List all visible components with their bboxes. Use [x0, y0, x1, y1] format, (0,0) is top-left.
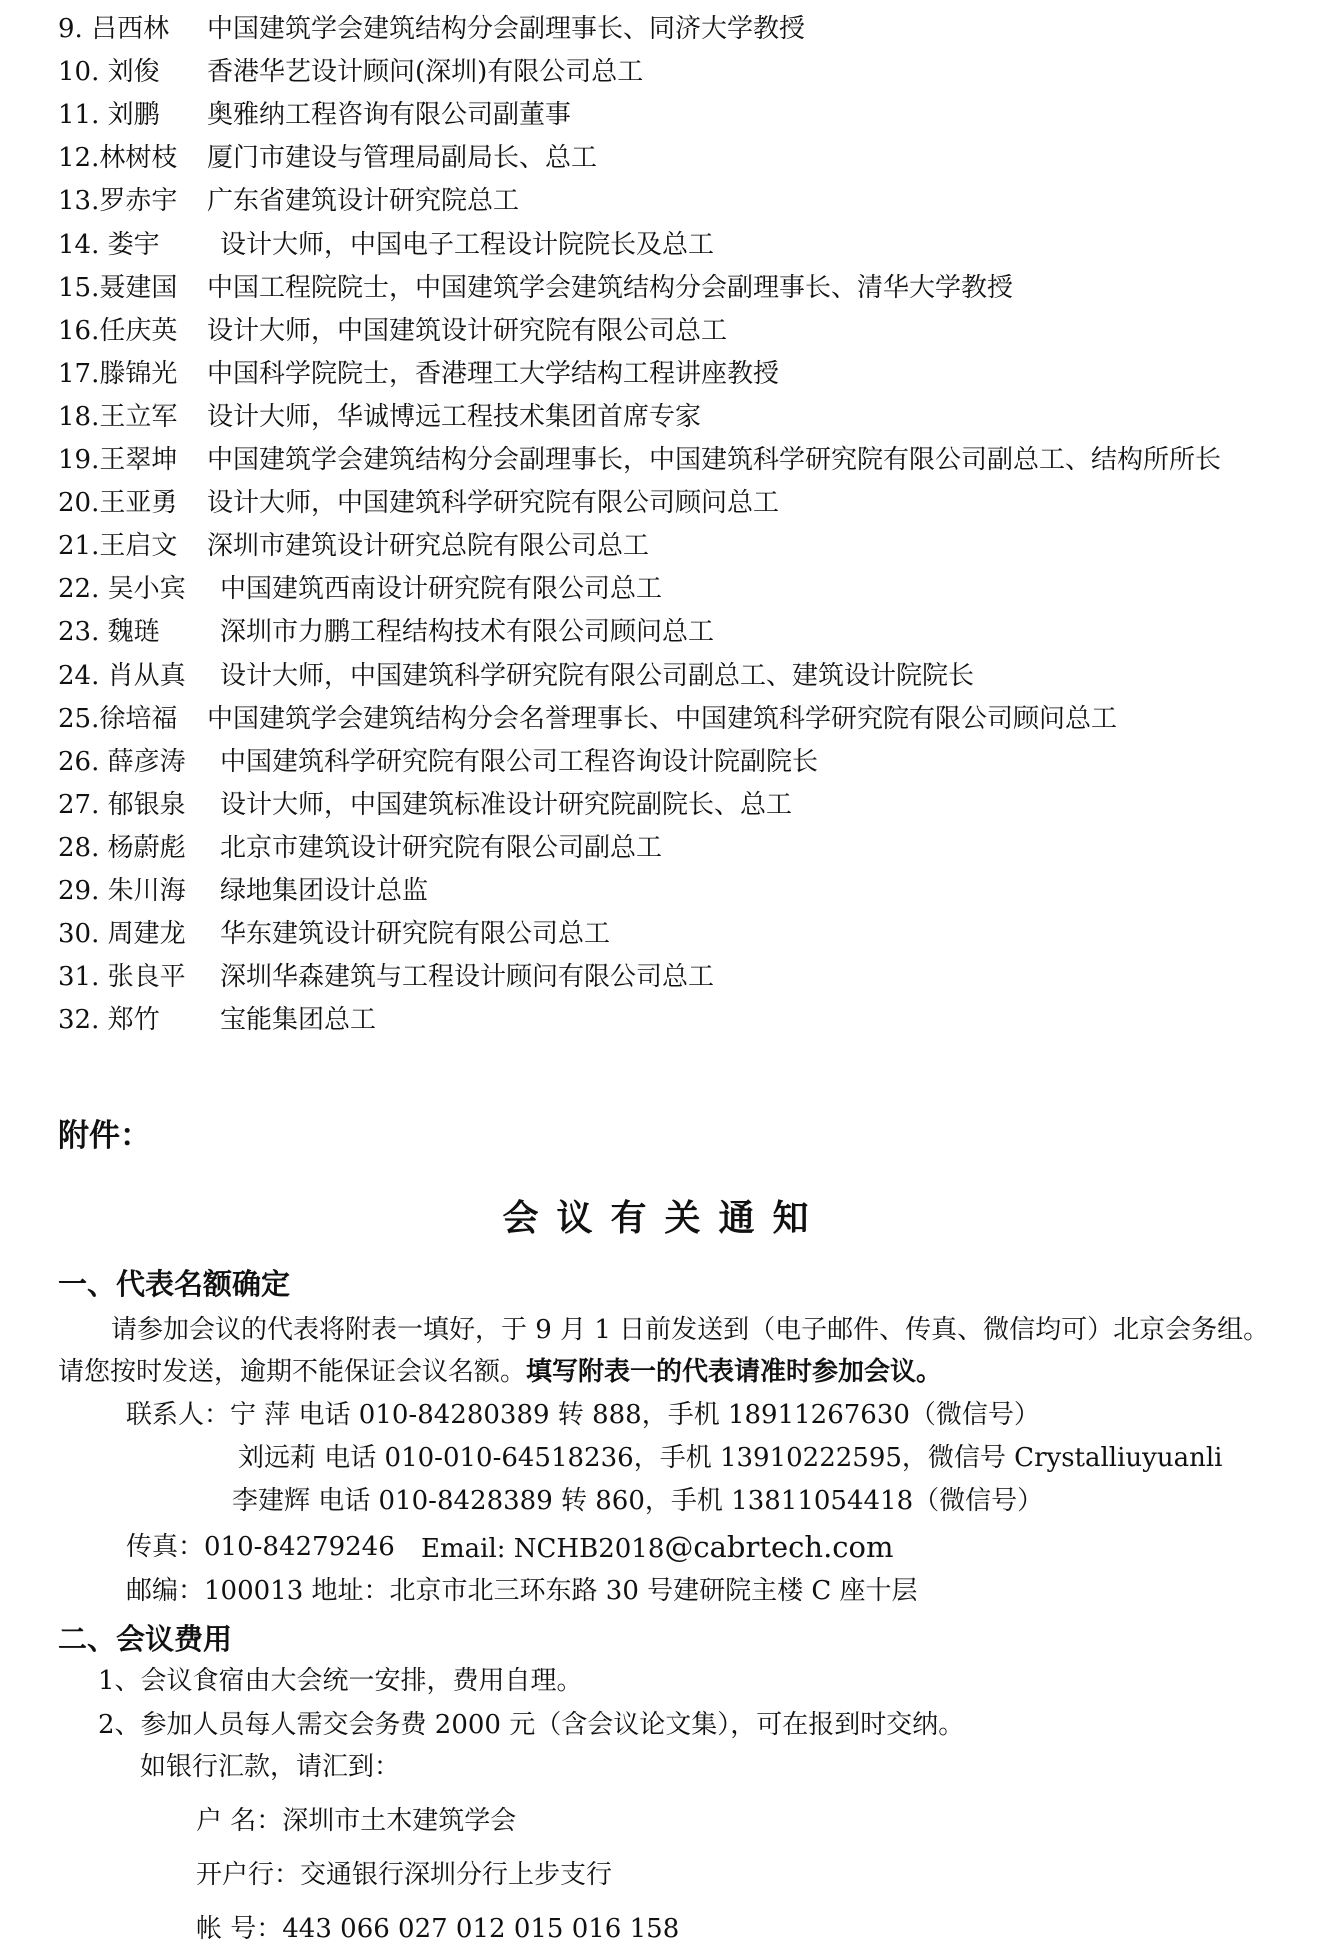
bank-transfer-intro: 如银行汇款，请汇到： [140, 1752, 401, 1782]
fee-item-2: 2、参加人员每人需交会务费 2000 元（含会议论文集），可在报到时交纳。 [98, 1710, 965, 1740]
member-title: 中国工程院院士，中国建筑学会建筑结构分会副理事长、清华大学教授 [207, 272, 1014, 303]
section-heading-fees: 二、会议费用 [58, 1622, 233, 1656]
member-title: 中国科学院院士，香港理工大学结构工程讲座教授 [207, 358, 780, 389]
section-heading-quota: 一、代表名额确定 [58, 1267, 291, 1301]
member-number-name: 28. 杨蔚彪 [58, 832, 186, 863]
member-number-name: 18.王立军 [58, 401, 178, 432]
member-title: 香港华艺设计顾问(深圳)有限公司总工 [207, 57, 644, 88]
member-number-name: 24. 肖从真 [58, 660, 186, 691]
account-name: 户 名：深圳市土木建筑学会 [196, 1806, 517, 1836]
member-row [0, 439, 1329, 482]
contact-person-2: 刘远莉 电话 010-010-64518236，手机 13910222595，微信号 Crystalliuyuanli [238, 1443, 1223, 1473]
member-title: 中国建筑西南设计研究院有限公司总工 [220, 574, 663, 605]
member-number-name: 21.王启文 [58, 531, 178, 562]
contact-person-3: 李建辉 电话 010-8428389 转 860，手机 13811054418（微信号） [232, 1486, 1044, 1516]
email-address [421, 1530, 894, 1566]
quota-paragraph-line-2 [58, 1355, 942, 1389]
member-row [0, 913, 1329, 956]
member-number-name: 23. 魏琏 [58, 617, 160, 648]
member-number-name: 10. 刘俊 [58, 57, 160, 88]
fee-item-1: 1、会议食宿由大会统一安排，费用自理。 [98, 1666, 583, 1696]
member-title: 深圳市建筑设计研究总院有限公司总工 [207, 531, 650, 562]
member-title: 设计大师，中国电子工程设计院院长及总工 [220, 229, 715, 260]
member-row [0, 784, 1329, 827]
member-title: 设计大师，中国建筑设计研究院有限公司总工 [207, 315, 728, 346]
member-row [0, 396, 1329, 439]
member-title: 中国建筑学会建筑结构分会名誉理事长、中国建筑科学研究院有限公司顾问总工 [207, 703, 1118, 734]
attachment-label: 附件： [58, 1118, 151, 1154]
member-title: 设计大师，中国建筑科学研究院有限公司副总工、建筑设计院院长 [220, 660, 975, 691]
account-number: 帐 号：443 066 027 012 015 016 158 [196, 1914, 680, 1944]
quota-paragraph-normal: 请您按时发送，逾期不能保证会议名额。 [58, 1357, 527, 1387]
member-row [0, 956, 1329, 999]
member-title: 广东省建筑设计研究院总工 [207, 186, 520, 217]
member-title: 中国建筑学会建筑结构分会副理事长，中国建筑科学研究院有限公司副总工、结构所所长 [207, 445, 1222, 475]
member-row [0, 353, 1329, 396]
member-number-name: 19.王翠坤 [58, 445, 178, 475]
member-number-name: 27. 郁银泉 [58, 789, 186, 820]
member-row [0, 655, 1329, 698]
member-number-name: 32. 郑竹 [58, 1005, 160, 1036]
member-row [0, 94, 1329, 137]
member-title: 设计大师，中国建筑科学研究院有限公司顾问总工 [207, 488, 780, 519]
member-row [0, 224, 1329, 267]
member-number-name: 31. 张良平 [58, 962, 186, 993]
member-title: 北京市建筑设计研究院有限公司副总工 [220, 832, 663, 863]
member-number-name: 26. 薛彦涛 [58, 746, 186, 777]
member-row [0, 741, 1329, 784]
member-row [0, 482, 1329, 525]
member-row [0, 999, 1329, 1042]
fax-number: 传真：010-84279246 [126, 1532, 395, 1562]
member-number-name: 14. 娄宇 [58, 229, 160, 260]
member-row [0, 137, 1329, 180]
member-number-name: 12.林树枝 [58, 143, 178, 174]
member-number-name: 30. 周建龙 [58, 919, 186, 950]
member-title: 设计大师，华诚博远工程技术集团首席专家 [207, 401, 702, 432]
member-title: 宝能集团总工 [220, 1005, 377, 1036]
quota-paragraph-bold: 填写附表一的代表请准时参加会议。 [526, 1357, 943, 1387]
member-number-name: 29. 朱川海 [58, 876, 186, 906]
member-number-name: 13.罗赤宇 [58, 186, 178, 217]
member-number-name: 15.聂建国 [58, 272, 178, 303]
member-row [0, 870, 1329, 913]
member-number-name: 20.王亚勇 [58, 488, 178, 519]
member-row [0, 568, 1329, 611]
postal-address: 邮编：100013 地址：北京市北三环东路 30 号建研院主楼 C 座十层 [126, 1576, 918, 1606]
member-row [0, 8, 1329, 51]
member-row [0, 611, 1329, 654]
member-row [0, 525, 1329, 568]
contact-person-1: 联系人：宁 萍 电话 010-84280389 转 888，手机 18911267630（微信号） [126, 1400, 1040, 1430]
member-number-name: 16.任庆英 [58, 315, 178, 346]
member-number-name: 11. 刘鹏 [58, 100, 160, 131]
quota-paragraph-line-1: 请参加会议的代表将附表一填好，于 9 月 1 日前发送到（电子邮件、传真、微信均可）北京会务组。 [111, 1315, 1270, 1345]
member-number-name: 22. 吴小宾 [58, 574, 186, 605]
bank-name: 开户行：交通银行深圳分行上步支行 [196, 1860, 613, 1890]
member-title: 华东建筑设计研究院有限公司总工 [220, 919, 611, 950]
member-number-name: 9. 吕西林 [58, 14, 170, 44]
member-title: 设计大师，中国建筑标准设计研究院副院长、总工 [220, 789, 793, 820]
member-row [0, 180, 1329, 223]
member-title: 中国建筑学会建筑结构分会副理事长、同济大学教授 [207, 14, 806, 44]
notice-title: 会议有关通知 [502, 1198, 827, 1239]
member-title: 奥雅纳工程咨询有限公司副董事 [207, 100, 572, 131]
member-row [0, 827, 1329, 870]
member-number-name: 25.徐培福 [58, 703, 178, 734]
member-title: 深圳华森建筑与工程设计顾问有限公司总工 [220, 962, 715, 993]
member-row [0, 310, 1329, 353]
member-title: 绿地集团设计总监 [220, 876, 429, 906]
email-prefix: Email: NCHB2018 [421, 1534, 665, 1564]
member-title: 中国建筑科学研究院有限公司工程咨询设计院副院长 [220, 746, 819, 777]
member-number-name: 17.滕锦光 [58, 358, 178, 389]
member-row [0, 267, 1329, 310]
member-title: 厦门市建设与管理局副局长、总工 [207, 143, 598, 174]
member-row [0, 51, 1329, 94]
member-row [0, 698, 1329, 741]
member-title: 深圳市力鹏工程结构技术有限公司顾问总工 [220, 617, 715, 648]
email-domain: @cabrtech.com [664, 1530, 894, 1564]
